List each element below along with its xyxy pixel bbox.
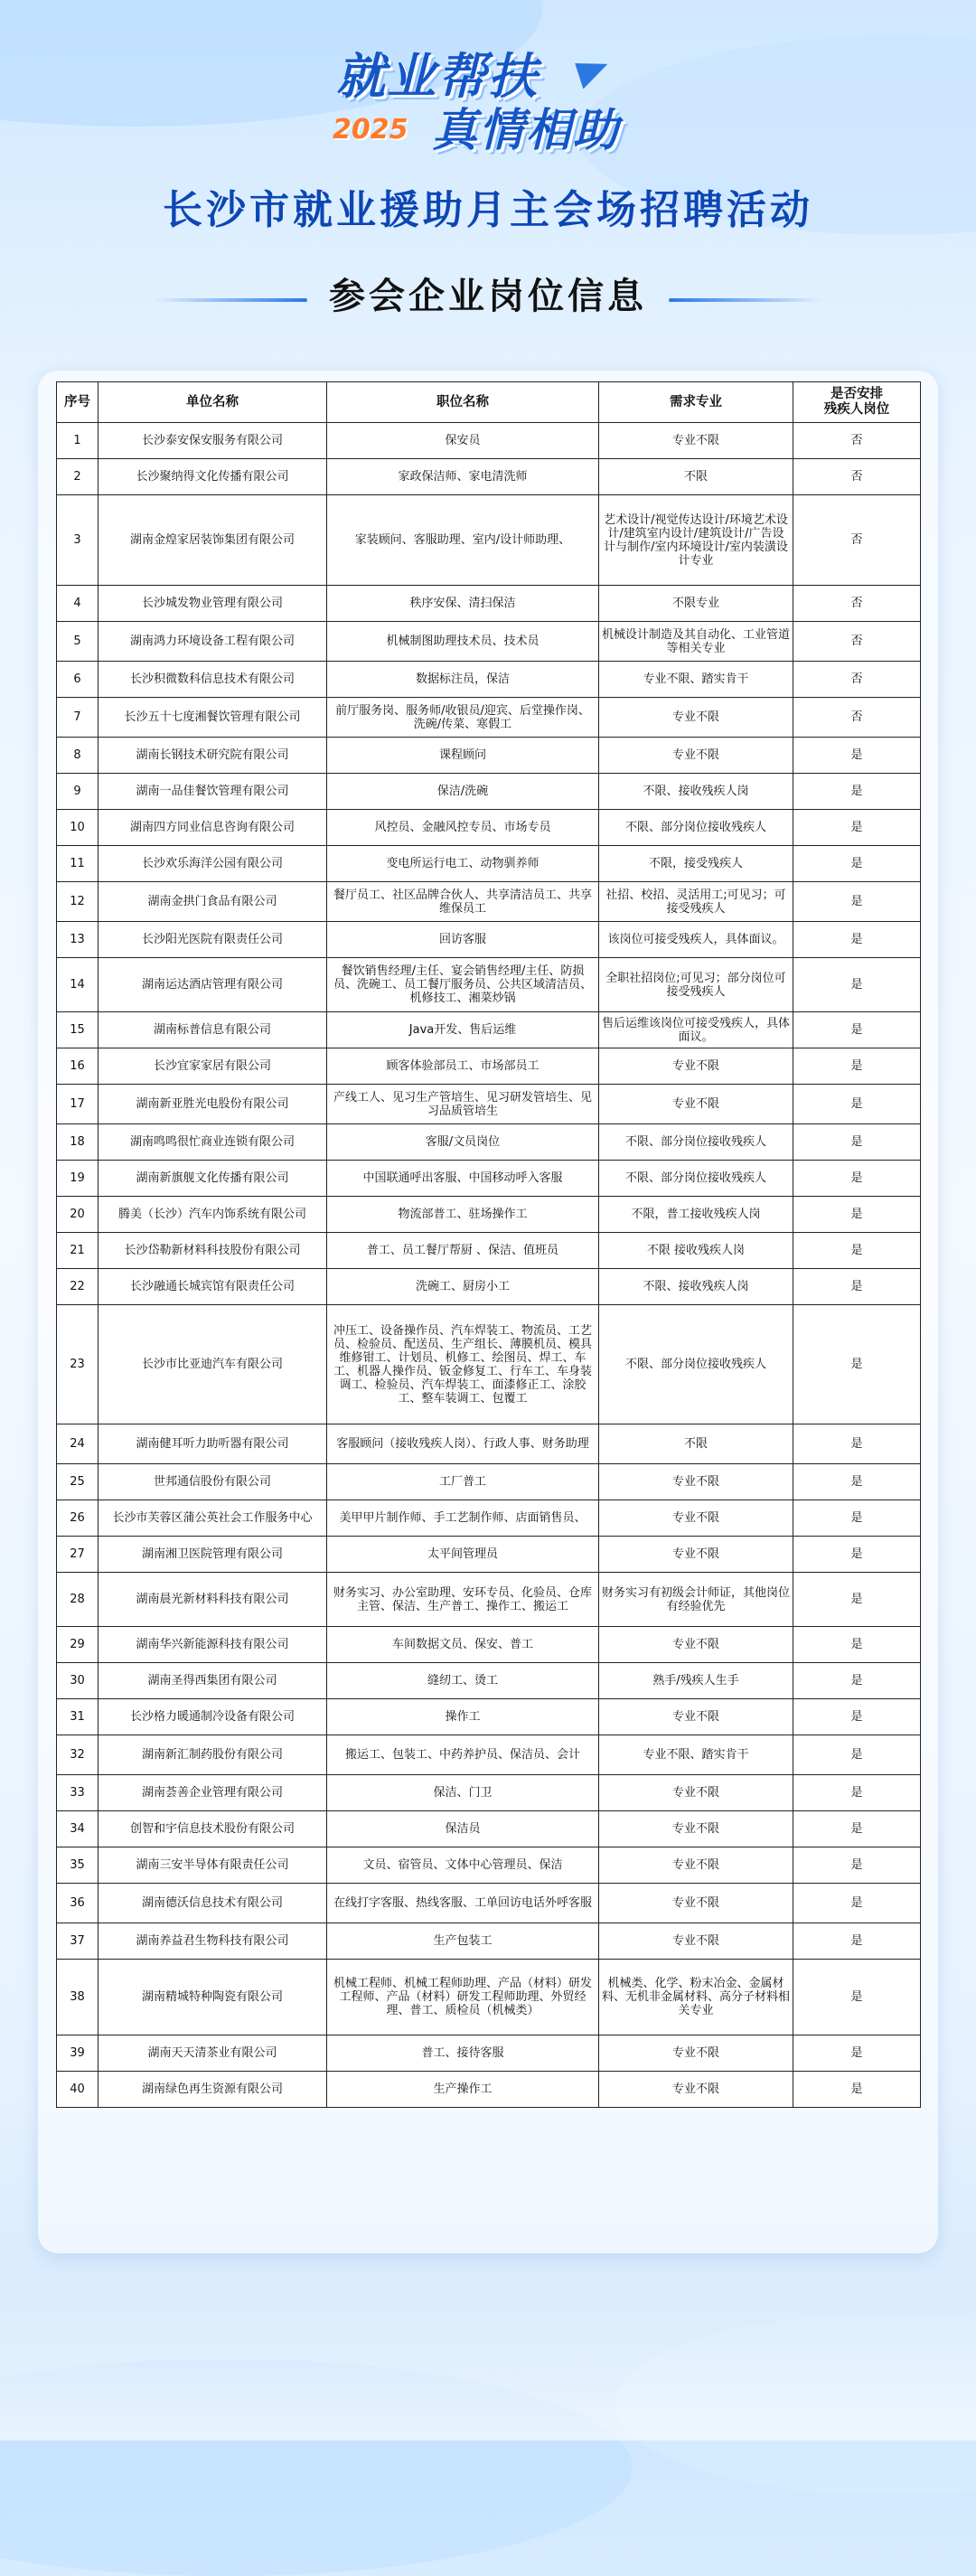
table-row [57,958,921,1012]
cell-position: 搬运工、包装工、中药养护员、保洁员、会计 [327,1735,599,1775]
cell-disability: 是 [793,2072,921,2108]
table-row [57,1305,921,1424]
cell-major: 专业不限 [599,2072,793,2108]
cell-disability: 是 [793,1811,921,1847]
slogan-line-2: 真情相助 [432,104,620,156]
cell-position: 家政保洁师、家电清洗师 [327,459,599,495]
cell-index: 35 [57,1847,99,1884]
cell-company: 湖南标普信息有限公司 [99,1012,327,1048]
column-header-position: 职位名称 [327,382,599,423]
cell-disability: 是 [793,958,921,1012]
table-row [57,1775,921,1811]
column-header-major: 需求专业 [599,382,793,423]
cell-index: 21 [57,1233,99,1269]
cell-disability: 是 [793,1161,921,1197]
job-table [56,381,921,2108]
cell-company: 湖南健耳听力助听器有限公司 [99,1424,327,1464]
cell-major: 熟手/残疾人生手 [599,1663,793,1699]
cell-company: 长沙泰安保安服务有限公司 [99,423,327,459]
cell-major: 机械类、化学、粉末冶金、金属材料、无机非金属材料、高分子材料相关专业 [599,1960,793,2035]
table-row [57,1699,921,1735]
table-row [57,2035,921,2072]
paper-plane-icon [575,53,613,89]
cell-position: 家装顾问、客服助理、室内/设计师助理、 [327,495,599,586]
table-row [57,1269,921,1305]
cell-index: 39 [57,2035,99,2072]
cell-index: 29 [57,1627,99,1663]
cell-company: 湖南长钢技术研究院有限公司 [99,738,327,774]
table-header-row [57,382,921,423]
cell-company: 湖南湘卫医院管理有限公司 [99,1537,327,1573]
cell-index: 6 [57,662,99,698]
table-row [57,622,921,662]
cell-company: 湖南金拱门食品有限公司 [99,882,327,922]
cell-major: 专业不限 [599,698,793,738]
cell-position: 普工、接待客服 [327,2035,599,2072]
cell-index: 17 [57,1085,99,1124]
cell-major: 艺术设计/视觉传达设计/环境艺术设计/建筑室内设计/建筑设计/广告设计与制作/室内环境设计/室内装潢设计专业 [599,495,793,586]
cell-disability: 是 [793,1627,921,1663]
table-row [57,1884,921,1923]
cell-position: 风控员、金融风控专员、市场专员 [327,810,599,846]
cell-index: 3 [57,495,99,586]
table-row [57,774,921,810]
cell-position: 中国联通呼出客服、中国移动呼入客服 [327,1161,599,1197]
cell-index: 10 [57,810,99,846]
cell-company: 湖南绿色再生资源有限公司 [99,2072,327,2108]
cell-company: 长沙市芙蓉区蒲公英社会工作服务中心 [99,1500,327,1537]
cell-disability: 否 [793,459,921,495]
cell-company: 湖南德沃信息技术有限公司 [99,1884,327,1923]
cell-index: 13 [57,922,99,958]
cell-disability: 否 [793,698,921,738]
cell-index: 28 [57,1573,99,1627]
cell-company: 长沙市比亚迪汽车有限公司 [99,1305,327,1424]
cell-position: 操作工 [327,1699,599,1735]
cell-major: 售后运维该岗位可接受残疾人，具体面议。 [599,1012,793,1048]
table-row [57,738,921,774]
cell-disability: 是 [793,1124,921,1161]
table-row [57,698,921,738]
cell-index: 22 [57,1269,99,1305]
column-header-disability: 是否安排 残疾人岗位 [793,382,921,423]
cell-position: 客服顾问（接收残疾人岗）、行政人事、财务助理 [327,1424,599,1464]
cell-major: 专业不限 [599,1627,793,1663]
cell-company: 湖南天天清茶业有限公司 [99,2035,327,2072]
cell-company: 腾美（长沙）汽车内饰系统有限公司 [99,1197,327,1233]
cell-index: 27 [57,1537,99,1573]
cell-company: 湖南荟善企业管理有限公司 [99,1775,327,1811]
table-row [57,1500,921,1537]
cell-major: 专业不限 [599,738,793,774]
cell-position: 课程顾问 [327,738,599,774]
cell-index: 31 [57,1699,99,1735]
cell-major: 不限 [599,459,793,495]
cell-position: 客服/文员岗位 [327,1124,599,1161]
table-row [57,846,921,882]
cell-position: 美甲甲片制作师、手工艺制作师、店面销售员、 [327,1500,599,1537]
cell-major: 专业不限 [599,1464,793,1500]
cell-company: 湖南新汇制药股份有限公司 [99,1735,327,1775]
table-row [57,1012,921,1048]
cell-major: 不限、部分岗位接收残疾人 [599,810,793,846]
cell-disability: 否 [793,662,921,698]
cell-company: 长沙聚纳得文化传播有限公司 [99,459,327,495]
cell-index: 11 [57,846,99,882]
section-subtitle: 参会企业岗位信息 [329,276,647,317]
cell-company: 长沙融通长城宾馆有限责任公司 [99,1269,327,1305]
cell-disability: 是 [793,1923,921,1960]
cell-company: 湖南运达酒店管理有限公司 [99,958,327,1012]
table-row [57,1161,921,1197]
cell-position: 秩序安保、清扫保洁 [327,586,599,622]
slogan-line-1: 就业帮扶 [336,48,539,105]
cell-major: 专业不限 [599,1537,793,1573]
cell-disability: 是 [793,1960,921,2035]
cell-position: 普工、员工餐厅帮厨 、保洁、值班员 [327,1233,599,1269]
cell-major: 专业不限 [599,1048,793,1085]
cell-disability: 是 [793,1537,921,1573]
cell-position: 太平间管理员 [327,1537,599,1573]
cell-major: 不限 接收残疾人岗 [599,1233,793,1269]
cell-position: 保洁/洗碗 [327,774,599,810]
table-row [57,1923,921,1960]
cell-major: 不限、接收残疾人岗 [599,1269,793,1305]
cell-disability: 是 [793,1233,921,1269]
cell-index: 1 [57,423,99,459]
cell-index: 14 [57,958,99,1012]
cell-major: 社招、校招、灵活用工;可见习；可接受残疾人 [599,882,793,922]
cell-position: 前厅服务岗、服务师/收银员/迎宾、后堂操作岗、洗碗/传菜、寒假工 [327,698,599,738]
cell-position: 顾客体验部员工、市场部员工 [327,1048,599,1085]
cell-position: 回访客服 [327,922,599,958]
cell-position: 在线打字客服、热线客服、工单回访电话外呼客服 [327,1884,599,1923]
cell-company: 湖南晨光新材料科技有限公司 [99,1573,327,1627]
table-row [57,1811,921,1847]
cell-position: Java开发、售后运维 [327,1012,599,1048]
cell-disability: 是 [793,1663,921,1699]
table-row [57,459,921,495]
cell-major: 不限、部分岗位接收残疾人 [599,1305,793,1424]
column-header-index: 序号 [57,382,99,423]
table-row [57,2072,921,2108]
table-row [57,662,921,698]
cell-company: 长沙岱勒新材料科技股份有限公司 [99,1233,327,1269]
cell-index: 23 [57,1305,99,1424]
cell-company: 湖南鸣鸣很忙商业连锁有限公司 [99,1124,327,1161]
cell-position: 生产包装工 [327,1923,599,1960]
cell-disability: 否 [793,423,921,459]
cell-major: 专业不限 [599,1699,793,1735]
cell-position: 车间数据文员、保安、普工 [327,1627,599,1663]
cell-major: 全职社招岗位;可见习；部分岗位可接受残疾人 [599,958,793,1012]
cell-disability: 是 [793,1500,921,1537]
cell-disability: 是 [793,1464,921,1500]
table-card [38,371,938,2253]
cell-disability: 是 [793,882,921,922]
cell-position: 财务实习、办公室助理、安环专员、化验员、仓库主管、保洁、生产普工、操作工、搬运工 [327,1573,599,1627]
cell-index: 33 [57,1775,99,1811]
page-title: 长沙市就业援助月主会场招聘活动 [163,187,813,233]
table-row [57,495,921,586]
cell-disability: 是 [793,738,921,774]
table-row [57,1085,921,1124]
cell-index: 40 [57,2072,99,2108]
cell-index: 38 [57,1960,99,2035]
cell-index: 12 [57,882,99,922]
cell-major: 专业不限 [599,1923,793,1960]
cell-index: 32 [57,1735,99,1775]
cell-company: 湖南精城特种陶瓷有限公司 [99,1960,327,2035]
cell-disability: 是 [793,1735,921,1775]
cell-disability: 是 [793,1085,921,1124]
table-row [57,1537,921,1573]
cell-major: 专业不限 [599,1811,793,1847]
slogan-banner [0,38,976,165]
cell-disability: 是 [793,1573,921,1627]
cell-company: 湖南新旗舰文化传播有限公司 [99,1161,327,1197]
cell-major: 专业不限 [599,1884,793,1923]
cell-disability: 否 [793,622,921,662]
cell-company: 长沙欢乐海洋公园有限公司 [99,846,327,882]
cell-major: 不限、接收残疾人岗 [599,774,793,810]
cell-index: 20 [57,1197,99,1233]
cell-disability: 是 [793,1269,921,1305]
cell-position: 产线工人、见习生产管培生、见习研发管培生、见习品质管培生 [327,1085,599,1124]
cell-company: 湖南新亚胜光电股份有限公司 [99,1085,327,1124]
cell-company: 湖南四方同业信息咨询有限公司 [99,810,327,846]
cell-index: 26 [57,1500,99,1537]
cell-position: 保洁员 [327,1811,599,1847]
cell-position: 文员、宿管员、文体中心管理员、保洁 [327,1847,599,1884]
table-row [57,882,921,922]
cell-position: 变电所运行电工、动物驯养师 [327,846,599,882]
cell-company: 世邦通信股份有限公司 [99,1464,327,1500]
cell-position: 缝纫工、烫工 [327,1663,599,1699]
cell-index: 9 [57,774,99,810]
cell-major: 不限，普工接收残疾人岗 [599,1197,793,1233]
cell-disability: 是 [793,1884,921,1923]
cell-major: 该岗位可接受残疾人，具体面议。 [599,922,793,958]
cell-company: 长沙格力暖通制冷设备有限公司 [99,1699,327,1735]
table-row [57,1197,921,1233]
cell-index: 4 [57,586,99,622]
cell-index: 8 [57,738,99,774]
cell-position: 餐厅员工、社区品牌合伙人、共享清洁员工、共享维保员工 [327,882,599,922]
table-row [57,423,921,459]
cell-disability: 是 [793,1197,921,1233]
cell-index: 25 [57,1464,99,1500]
cell-company: 湖南鸿力环境设备工程有限公司 [99,622,327,662]
cell-index: 16 [57,1048,99,1085]
table-row [57,922,921,958]
cell-major: 专业不限、踏实肯干 [599,662,793,698]
cell-company: 湖南三安半导体有限责任公司 [99,1847,327,1884]
cell-company: 湖南金煌家居装饰集团有限公司 [99,495,327,586]
cell-major: 专业不限 [599,1775,793,1811]
cell-position: 保洁、门卫 [327,1775,599,1811]
cell-disability: 是 [793,774,921,810]
cell-company: 湖南华兴新能源科技有限公司 [99,1627,327,1663]
cell-disability: 否 [793,586,921,622]
cell-index: 34 [57,1811,99,1847]
cell-major: 不限，接受残疾人 [599,846,793,882]
cell-disability: 是 [793,1847,921,1884]
cell-company: 长沙城发物业管理有限公司 [99,586,327,622]
cell-index: 2 [57,459,99,495]
table-row [57,1663,921,1699]
cell-index: 30 [57,1663,99,1699]
cell-index: 36 [57,1884,99,1923]
cell-company: 湖南养益君生物科技有限公司 [99,1923,327,1960]
column-header-company: 单位名称 [99,382,327,423]
cell-disability: 是 [793,1775,921,1811]
cell-index: 7 [57,698,99,738]
cell-position: 机械工程师、机械工程师助理、产品（材料）研发工程师、产品（材料）研发工程师助理、外贸经理、普工、质检员（机械类） [327,1960,599,2035]
cell-index: 19 [57,1161,99,1197]
cell-position: 洗碗工、厨房小工 [327,1269,599,1305]
cell-company: 湖南圣得西集团有限公司 [99,1663,327,1699]
cell-disability: 是 [793,846,921,882]
table-row [57,586,921,622]
table-row [57,1627,921,1663]
cell-position: 机械制图助理技术员、技术员 [327,622,599,662]
cell-major: 不限 [599,1424,793,1464]
cell-major: 专业不限 [599,423,793,459]
table-row [57,810,921,846]
cell-position: 保安员 [327,423,599,459]
cell-major: 专业不限 [599,2035,793,2072]
table-row [57,1735,921,1775]
cell-major: 财务实习有初级会计师证，其他岗位有经验优先 [599,1573,793,1627]
cell-major: 专业不限 [599,1847,793,1884]
cell-disability: 否 [793,495,921,586]
table-row [57,1960,921,2035]
cell-major: 专业不限、踏实肯干 [599,1735,793,1775]
cell-major: 不限、部分岗位接收残疾人 [599,1124,793,1161]
cell-index: 18 [57,1124,99,1161]
cell-position: 物流部普工、驻场操作工 [327,1197,599,1233]
cell-disability: 是 [793,1012,921,1048]
cell-position: 餐饮销售经理/主任、宴会销售经理/主任、防损员、洗碗工、员工餐厅服务员、公共区域清洁员、机修技工、湘菜炒锅 [327,958,599,1012]
cell-major: 不限、部分岗位接收残疾人 [599,1161,793,1197]
cell-major: 不限专业 [599,586,793,622]
cell-major: 专业不限 [599,1085,793,1124]
cell-company: 创智和宇信息技术股份有限公司 [99,1811,327,1847]
cell-company: 长沙积微数科信息技术有限公司 [99,662,327,698]
table-row [57,1573,921,1627]
table-row [57,1464,921,1500]
cell-disability: 是 [793,1048,921,1085]
cell-disability: 是 [793,1305,921,1424]
cell-company: 长沙宜家家居有限公司 [99,1048,327,1085]
cell-disability: 是 [793,922,921,958]
cell-index: 24 [57,1424,99,1464]
cell-disability: 是 [793,1424,921,1464]
cell-company: 长沙五十七度湘餐饮管理有限公司 [99,698,327,738]
cell-major: 机械设计制造及其自动化、工业管道等相关专业 [599,622,793,662]
cell-disability: 是 [793,2035,921,2072]
table-row [57,1048,921,1085]
cell-index: 37 [57,1923,99,1960]
cell-company: 长沙阳光医院有限责任公司 [99,922,327,958]
cell-position: 数据标注员，保洁 [327,662,599,698]
table-row [57,1424,921,1464]
table-row [57,1124,921,1161]
cell-position: 工厂普工 [327,1464,599,1500]
slogan-year: 2025 [333,114,408,146]
table-row [57,1233,921,1269]
cell-major: 专业不限 [599,1500,793,1537]
cell-disability: 是 [793,1699,921,1735]
cell-index: 5 [57,622,99,662]
cell-position: 冲压工、设备操作员、汽车焊装工、物流员、工艺员、检验员、配送员、生产组长、薄膜机员、模具维修钳工、计划员、机修工、绘图员、焊工、车工、机器人操作员、钣金修复工、行车工、车身装调工、检验员、汽车焊装工、面漆修正工、涂胶工、整车装调工、包覆工 [327,1305,599,1424]
cell-position: 生产操作工 [327,2072,599,2108]
table-row [57,1847,921,1884]
cell-company: 湖南一品佳餐饮管理有限公司 [99,774,327,810]
cell-index: 15 [57,1012,99,1048]
cell-disability: 是 [793,810,921,846]
